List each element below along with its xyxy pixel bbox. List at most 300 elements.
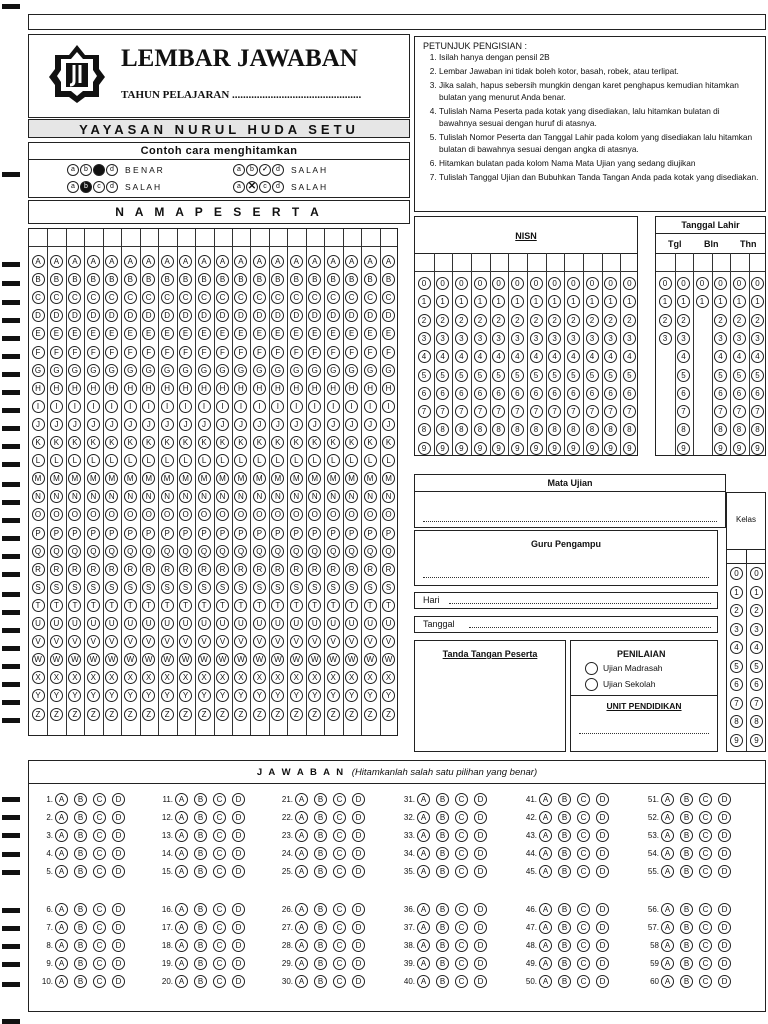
name-bubble[interactable]: A (198, 255, 211, 268)
answer-bubble[interactable]: C (455, 847, 468, 860)
name-bubble[interactable]: W (32, 653, 45, 666)
name-bubble[interactable]: X (253, 671, 266, 684)
birth-bubble[interactable]: 9 (751, 442, 764, 455)
answer-bubble[interactable]: B (74, 939, 87, 952)
name-bubble[interactable]: Q (142, 545, 155, 558)
name-bubble[interactable]: C (345, 291, 358, 304)
name-bubble[interactable]: X (179, 671, 192, 684)
name-bubble[interactable]: M (87, 472, 100, 485)
answer-bubble[interactable]: B (314, 811, 327, 824)
name-bubble[interactable]: G (364, 364, 377, 377)
name-bubble[interactable]: D (364, 309, 377, 322)
answer-bubble[interactable]: D (474, 921, 487, 934)
name-bubble[interactable]: G (124, 364, 137, 377)
nisn-bubble[interactable]: 3 (511, 332, 524, 345)
nisn-bubble[interactable]: 7 (604, 405, 617, 418)
name-bubble[interactable]: L (216, 454, 229, 467)
birth-bubble[interactable]: 4 (733, 350, 746, 363)
answer-bubble[interactable]: B (436, 903, 449, 916)
name-bubble[interactable]: S (105, 581, 118, 594)
answer-bubble[interactable]: C (333, 903, 346, 916)
name-bubble[interactable]: Y (32, 689, 45, 702)
name-bubble[interactable]: T (50, 599, 63, 612)
nisn-bubble[interactable]: 4 (455, 350, 468, 363)
answer-bubble[interactable]: A (55, 865, 68, 878)
answer-bubble[interactable]: A (417, 793, 430, 806)
nisn-bubble[interactable]: 6 (511, 387, 524, 400)
answer-bubble[interactable]: C (93, 939, 106, 952)
name-bubble[interactable]: P (216, 527, 229, 540)
answer-bubble[interactable]: A (175, 975, 188, 988)
answer-bubble[interactable]: D (718, 957, 731, 970)
name-bubble[interactable]: S (198, 581, 211, 594)
answer-bubble[interactable]: C (577, 903, 590, 916)
name-bubble[interactable]: O (161, 508, 174, 521)
name-bubble[interactable]: J (271, 418, 284, 431)
name-bubble[interactable]: F (32, 346, 45, 359)
name-bubble[interactable]: U (308, 617, 321, 630)
name-bubble[interactable]: Q (216, 545, 229, 558)
name-bubble[interactable]: K (271, 436, 284, 449)
answer-bubble[interactable]: A (539, 921, 552, 934)
answer-bubble[interactable]: D (596, 957, 609, 970)
name-bubble[interactable]: A (87, 255, 100, 268)
name-letter-cell[interactable] (104, 230, 120, 245)
name-bubble[interactable]: N (32, 490, 45, 503)
name-bubble[interactable]: K (290, 436, 303, 449)
answer-bubble[interactable]: C (213, 903, 226, 916)
name-bubble[interactable]: Q (32, 545, 45, 558)
name-bubble[interactable]: X (87, 671, 100, 684)
name-bubble[interactable]: B (271, 273, 284, 286)
name-bubble[interactable]: L (327, 454, 340, 467)
name-bubble[interactable]: S (161, 581, 174, 594)
name-bubble[interactable]: L (290, 454, 303, 467)
kelas-bubble[interactable]: 6 (730, 678, 743, 691)
nisn-bubble[interactable]: 5 (511, 369, 524, 382)
name-bubble[interactable]: B (68, 273, 81, 286)
name-bubble[interactable]: V (105, 635, 118, 648)
answer-bubble[interactable]: A (539, 865, 552, 878)
answer-bubble[interactable]: B (680, 921, 693, 934)
answer-bubble[interactable]: D (474, 957, 487, 970)
answer-bubble[interactable]: B (194, 811, 207, 824)
name-bubble[interactable]: I (32, 400, 45, 413)
answer-bubble[interactable]: D (232, 847, 245, 860)
name-bubble[interactable]: V (124, 635, 137, 648)
birth-bubble[interactable]: 4 (751, 350, 764, 363)
name-bubble[interactable]: L (364, 454, 377, 467)
name-bubble[interactable]: C (308, 291, 321, 304)
answer-bubble[interactable]: C (699, 921, 712, 934)
birth-bubble[interactable]: 2 (733, 314, 746, 327)
name-bubble[interactable]: L (198, 454, 211, 467)
name-bubble[interactable]: Z (327, 708, 340, 721)
name-bubble[interactable]: P (271, 527, 284, 540)
name-bubble[interactable]: H (364, 382, 377, 395)
answer-bubble[interactable]: B (314, 975, 327, 988)
name-bubble[interactable]: T (234, 599, 247, 612)
name-bubble[interactable]: G (382, 364, 395, 377)
name-bubble[interactable]: O (142, 508, 155, 521)
answer-bubble[interactable]: B (436, 793, 449, 806)
name-bubble[interactable]: P (308, 527, 321, 540)
tanggal-field[interactable] (469, 627, 711, 628)
name-bubble[interactable]: E (32, 327, 45, 340)
nisn-bubble[interactable]: 8 (604, 423, 617, 436)
name-bubble[interactable]: O (382, 508, 395, 521)
answer-bubble[interactable]: B (558, 903, 571, 916)
answer-bubble[interactable]: A (539, 939, 552, 952)
name-bubble[interactable]: L (308, 454, 321, 467)
name-bubble[interactable]: K (105, 436, 118, 449)
name-bubble[interactable]: A (345, 255, 358, 268)
nisn-bubble[interactable]: 2 (623, 314, 636, 327)
kelas-bubble[interactable]: 2 (750, 604, 763, 617)
name-bubble[interactable]: G (216, 364, 229, 377)
answer-bubble[interactable]: D (718, 939, 731, 952)
name-bubble[interactable]: Y (142, 689, 155, 702)
name-bubble[interactable]: J (179, 418, 192, 431)
nisn-bubble[interactable]: 8 (623, 423, 636, 436)
name-bubble[interactable]: E (124, 327, 137, 340)
name-bubble[interactable]: R (253, 563, 266, 576)
nisn-bubble[interactable]: 4 (418, 350, 431, 363)
name-bubble[interactable]: U (271, 617, 284, 630)
answer-bubble[interactable]: C (213, 865, 226, 878)
name-bubble[interactable]: R (105, 563, 118, 576)
answer-bubble[interactable]: A (295, 793, 308, 806)
answer-bubble[interactable]: A (295, 921, 308, 934)
name-bubble[interactable]: I (253, 400, 266, 413)
nisn-bubble[interactable]: 1 (567, 295, 580, 308)
name-bubble[interactable]: Y (308, 689, 321, 702)
answer-bubble[interactable]: D (112, 865, 125, 878)
nisn-bubble[interactable]: 2 (455, 314, 468, 327)
answer-bubble[interactable]: C (577, 975, 590, 988)
birth-bubble[interactable]: 3 (751, 332, 764, 345)
answer-bubble[interactable]: A (55, 921, 68, 934)
name-bubble[interactable]: C (234, 291, 247, 304)
birth-bubble[interactable]: 2 (714, 314, 727, 327)
name-bubble[interactable]: T (308, 599, 321, 612)
nisn-bubble[interactable]: 2 (418, 314, 431, 327)
name-bubble[interactable]: O (364, 508, 377, 521)
name-bubble[interactable]: J (345, 418, 358, 431)
name-bubble[interactable]: I (198, 400, 211, 413)
name-letter-cell[interactable] (251, 230, 267, 245)
birth-bubble[interactable]: 5 (714, 369, 727, 382)
name-bubble[interactable]: I (87, 400, 100, 413)
kelas-bubble[interactable]: 3 (730, 623, 743, 636)
answer-bubble[interactable]: C (213, 957, 226, 970)
name-bubble[interactable]: M (198, 472, 211, 485)
name-bubble[interactable]: X (105, 671, 118, 684)
name-bubble[interactable]: S (142, 581, 155, 594)
name-bubble[interactable]: W (142, 653, 155, 666)
name-bubble[interactable]: W (198, 653, 211, 666)
name-bubble[interactable]: L (179, 454, 192, 467)
answer-bubble[interactable]: B (558, 865, 571, 878)
answer-bubble[interactable]: A (539, 975, 552, 988)
nisn-bubble[interactable]: 2 (567, 314, 580, 327)
nisn-bubble[interactable]: 8 (548, 423, 561, 436)
answer-bubble[interactable]: C (699, 903, 712, 916)
name-bubble[interactable]: J (234, 418, 247, 431)
answer-bubble[interactable]: B (194, 939, 207, 952)
name-bubble[interactable]: K (161, 436, 174, 449)
name-bubble[interactable]: Y (105, 689, 118, 702)
name-bubble[interactable]: S (124, 581, 137, 594)
name-bubble[interactable]: S (234, 581, 247, 594)
nisn-bubble[interactable]: 0 (530, 277, 543, 290)
answer-bubble[interactable]: D (474, 829, 487, 842)
name-bubble[interactable]: E (345, 327, 358, 340)
name-bubble[interactable]: E (253, 327, 266, 340)
name-bubble[interactable]: M (142, 472, 155, 485)
name-bubble[interactable]: L (161, 454, 174, 467)
name-bubble[interactable]: B (124, 273, 137, 286)
name-bubble[interactable]: T (327, 599, 340, 612)
name-bubble[interactable]: P (290, 527, 303, 540)
nisn-bubble[interactable]: 7 (511, 405, 524, 418)
name-bubble[interactable]: W (50, 653, 63, 666)
birth-bubble[interactable]: 6 (714, 387, 727, 400)
name-bubble[interactable]: T (364, 599, 377, 612)
name-bubble[interactable]: S (32, 581, 45, 594)
answer-bubble[interactable]: D (112, 975, 125, 988)
answer-bubble[interactable]: C (333, 957, 346, 970)
name-bubble[interactable]: N (179, 490, 192, 503)
name-bubble[interactable]: O (198, 508, 211, 521)
answer-bubble[interactable]: D (474, 793, 487, 806)
name-bubble[interactable]: U (198, 617, 211, 630)
name-bubble[interactable]: O (50, 508, 63, 521)
name-bubble[interactable]: A (32, 255, 45, 268)
name-bubble[interactable]: U (345, 617, 358, 630)
nisn-bubble[interactable]: 9 (418, 442, 431, 455)
name-bubble[interactable]: H (234, 382, 247, 395)
answer-bubble[interactable]: A (175, 939, 188, 952)
name-bubble[interactable]: R (234, 563, 247, 576)
name-bubble[interactable]: L (32, 454, 45, 467)
answer-bubble[interactable]: D (718, 921, 731, 934)
name-bubble[interactable]: N (124, 490, 137, 503)
answer-bubble[interactable]: A (295, 829, 308, 842)
answer-bubble[interactable]: A (55, 847, 68, 860)
answer-bubble[interactable]: A (539, 903, 552, 916)
name-bubble[interactable]: Y (124, 689, 137, 702)
name-bubble[interactable]: N (382, 490, 395, 503)
answer-bubble[interactable]: B (558, 921, 571, 934)
nisn-bubble[interactable]: 2 (530, 314, 543, 327)
answer-bubble[interactable]: A (661, 975, 674, 988)
name-bubble[interactable]: A (364, 255, 377, 268)
name-bubble[interactable]: N (161, 490, 174, 503)
name-bubble[interactable]: Y (253, 689, 266, 702)
name-bubble[interactable]: B (327, 273, 340, 286)
name-bubble[interactable]: G (32, 364, 45, 377)
birth-bubble[interactable]: 1 (659, 295, 672, 308)
name-bubble[interactable]: I (124, 400, 137, 413)
answer-bubble[interactable]: B (680, 939, 693, 952)
name-bubble[interactable]: Z (105, 708, 118, 721)
name-bubble[interactable]: L (68, 454, 81, 467)
nisn-bubble[interactable]: 3 (567, 332, 580, 345)
name-bubble[interactable]: H (327, 382, 340, 395)
nisn-bubble[interactable]: 2 (604, 314, 617, 327)
answer-bubble[interactable]: C (577, 811, 590, 824)
nisn-bubble[interactable]: 2 (586, 314, 599, 327)
name-bubble[interactable]: G (253, 364, 266, 377)
name-bubble[interactable]: S (179, 581, 192, 594)
nisn-bubble[interactable]: 0 (474, 277, 487, 290)
nisn-bubble[interactable]: 2 (436, 314, 449, 327)
answer-bubble[interactable]: B (194, 957, 207, 970)
guru-field[interactable] (423, 577, 709, 578)
birth-bubble[interactable]: 7 (677, 405, 690, 418)
name-bubble[interactable]: V (290, 635, 303, 648)
name-bubble[interactable]: U (327, 617, 340, 630)
answer-bubble[interactable]: B (194, 975, 207, 988)
name-bubble[interactable]: R (216, 563, 229, 576)
name-bubble[interactable]: F (290, 346, 303, 359)
answer-bubble[interactable]: B (436, 847, 449, 860)
name-bubble[interactable]: Q (179, 545, 192, 558)
answer-bubble[interactable]: C (333, 939, 346, 952)
nisn-bubble[interactable]: 9 (586, 442, 599, 455)
kelas-bubble[interactable]: 9 (750, 734, 763, 747)
answer-bubble[interactable]: B (194, 865, 207, 878)
name-bubble[interactable]: B (87, 273, 100, 286)
name-bubble[interactable]: I (142, 400, 155, 413)
name-bubble[interactable]: L (234, 454, 247, 467)
name-bubble[interactable]: M (308, 472, 321, 485)
answer-bubble[interactable]: C (577, 847, 590, 860)
name-bubble[interactable]: U (216, 617, 229, 630)
name-letter-cell[interactable] (48, 230, 64, 245)
nisn-bubble[interactable]: 5 (530, 369, 543, 382)
name-bubble[interactable]: F (105, 346, 118, 359)
name-bubble[interactable]: R (271, 563, 284, 576)
answer-bubble[interactable]: A (539, 847, 552, 860)
name-bubble[interactable]: Z (382, 708, 395, 721)
kelas-bubble[interactable]: 0 (750, 567, 763, 580)
answer-bubble[interactable]: D (352, 957, 365, 970)
answer-bubble[interactable]: A (175, 865, 188, 878)
answer-bubble[interactable]: D (352, 811, 365, 824)
name-bubble[interactable]: S (327, 581, 340, 594)
name-bubble[interactable]: L (124, 454, 137, 467)
answer-bubble[interactable]: A (295, 939, 308, 952)
answer-bubble[interactable]: D (112, 957, 125, 970)
name-bubble[interactable]: J (382, 418, 395, 431)
name-bubble[interactable]: T (161, 599, 174, 612)
name-bubble[interactable]: N (68, 490, 81, 503)
answer-bubble[interactable]: A (417, 903, 430, 916)
answer-bubble[interactable]: A (175, 811, 188, 824)
nisn-bubble[interactable]: 9 (548, 442, 561, 455)
name-bubble[interactable]: H (124, 382, 137, 395)
name-bubble[interactable]: Y (271, 689, 284, 702)
name-bubble[interactable]: U (87, 617, 100, 630)
answer-bubble[interactable]: B (558, 811, 571, 824)
answer-bubble[interactable]: C (93, 921, 106, 934)
nisn-bubble[interactable]: 7 (567, 405, 580, 418)
name-bubble[interactable]: F (124, 346, 137, 359)
answer-bubble[interactable]: D (718, 829, 731, 842)
name-bubble[interactable]: J (32, 418, 45, 431)
name-bubble[interactable]: C (253, 291, 266, 304)
answer-bubble[interactable]: C (213, 793, 226, 806)
name-bubble[interactable]: H (105, 382, 118, 395)
nisn-bubble[interactable]: 3 (586, 332, 599, 345)
name-bubble[interactable]: A (234, 255, 247, 268)
answer-bubble[interactable]: B (680, 829, 693, 842)
name-bubble[interactable]: Q (382, 545, 395, 558)
name-bubble[interactable]: J (253, 418, 266, 431)
name-bubble[interactable]: Z (234, 708, 247, 721)
answer-bubble[interactable]: A (661, 829, 674, 842)
name-bubble[interactable]: A (271, 255, 284, 268)
answer-bubble[interactable]: C (333, 847, 346, 860)
nisn-bubble[interactable]: 1 (530, 295, 543, 308)
name-bubble[interactable]: B (50, 273, 63, 286)
nisn-bubble[interactable]: 3 (548, 332, 561, 345)
answer-bubble[interactable]: B (680, 903, 693, 916)
birth-bubble[interactable]: 0 (751, 277, 764, 290)
name-letter-cell[interactable] (381, 230, 397, 245)
nisn-bubble[interactable]: 3 (418, 332, 431, 345)
nisn-bubble[interactable]: 0 (455, 277, 468, 290)
nisn-bubble[interactable]: 1 (492, 295, 505, 308)
name-bubble[interactable]: S (345, 581, 358, 594)
answer-bubble[interactable]: B (194, 903, 207, 916)
answer-bubble[interactable]: B (680, 793, 693, 806)
ujian-sekolah-radio[interactable] (585, 678, 598, 691)
birth-bubble[interactable]: 5 (677, 369, 690, 382)
name-bubble[interactable]: R (124, 563, 137, 576)
name-bubble[interactable]: H (198, 382, 211, 395)
name-bubble[interactable]: B (382, 273, 395, 286)
name-bubble[interactable]: B (364, 273, 377, 286)
name-bubble[interactable]: M (364, 472, 377, 485)
name-bubble[interactable]: D (68, 309, 81, 322)
nisn-bubble[interactable]: 5 (455, 369, 468, 382)
name-bubble[interactable]: X (68, 671, 81, 684)
name-bubble[interactable]: K (68, 436, 81, 449)
name-bubble[interactable]: T (382, 599, 395, 612)
answer-bubble[interactable]: C (455, 829, 468, 842)
name-bubble[interactable]: H (32, 382, 45, 395)
answer-bubble[interactable]: B (558, 939, 571, 952)
name-bubble[interactable]: H (68, 382, 81, 395)
answer-bubble[interactable]: B (558, 829, 571, 842)
name-bubble[interactable]: H (179, 382, 192, 395)
name-bubble[interactable]: Q (105, 545, 118, 558)
name-bubble[interactable]: R (87, 563, 100, 576)
name-bubble[interactable]: Q (271, 545, 284, 558)
answer-bubble[interactable]: A (55, 957, 68, 970)
name-bubble[interactable]: W (124, 653, 137, 666)
name-letter-cell[interactable] (325, 230, 341, 245)
name-bubble[interactable]: L (87, 454, 100, 467)
name-bubble[interactable]: R (50, 563, 63, 576)
answer-bubble[interactable]: A (661, 921, 674, 934)
birth-bubble[interactable]: 8 (714, 423, 727, 436)
name-bubble[interactable]: G (290, 364, 303, 377)
name-bubble[interactable]: Q (308, 545, 321, 558)
